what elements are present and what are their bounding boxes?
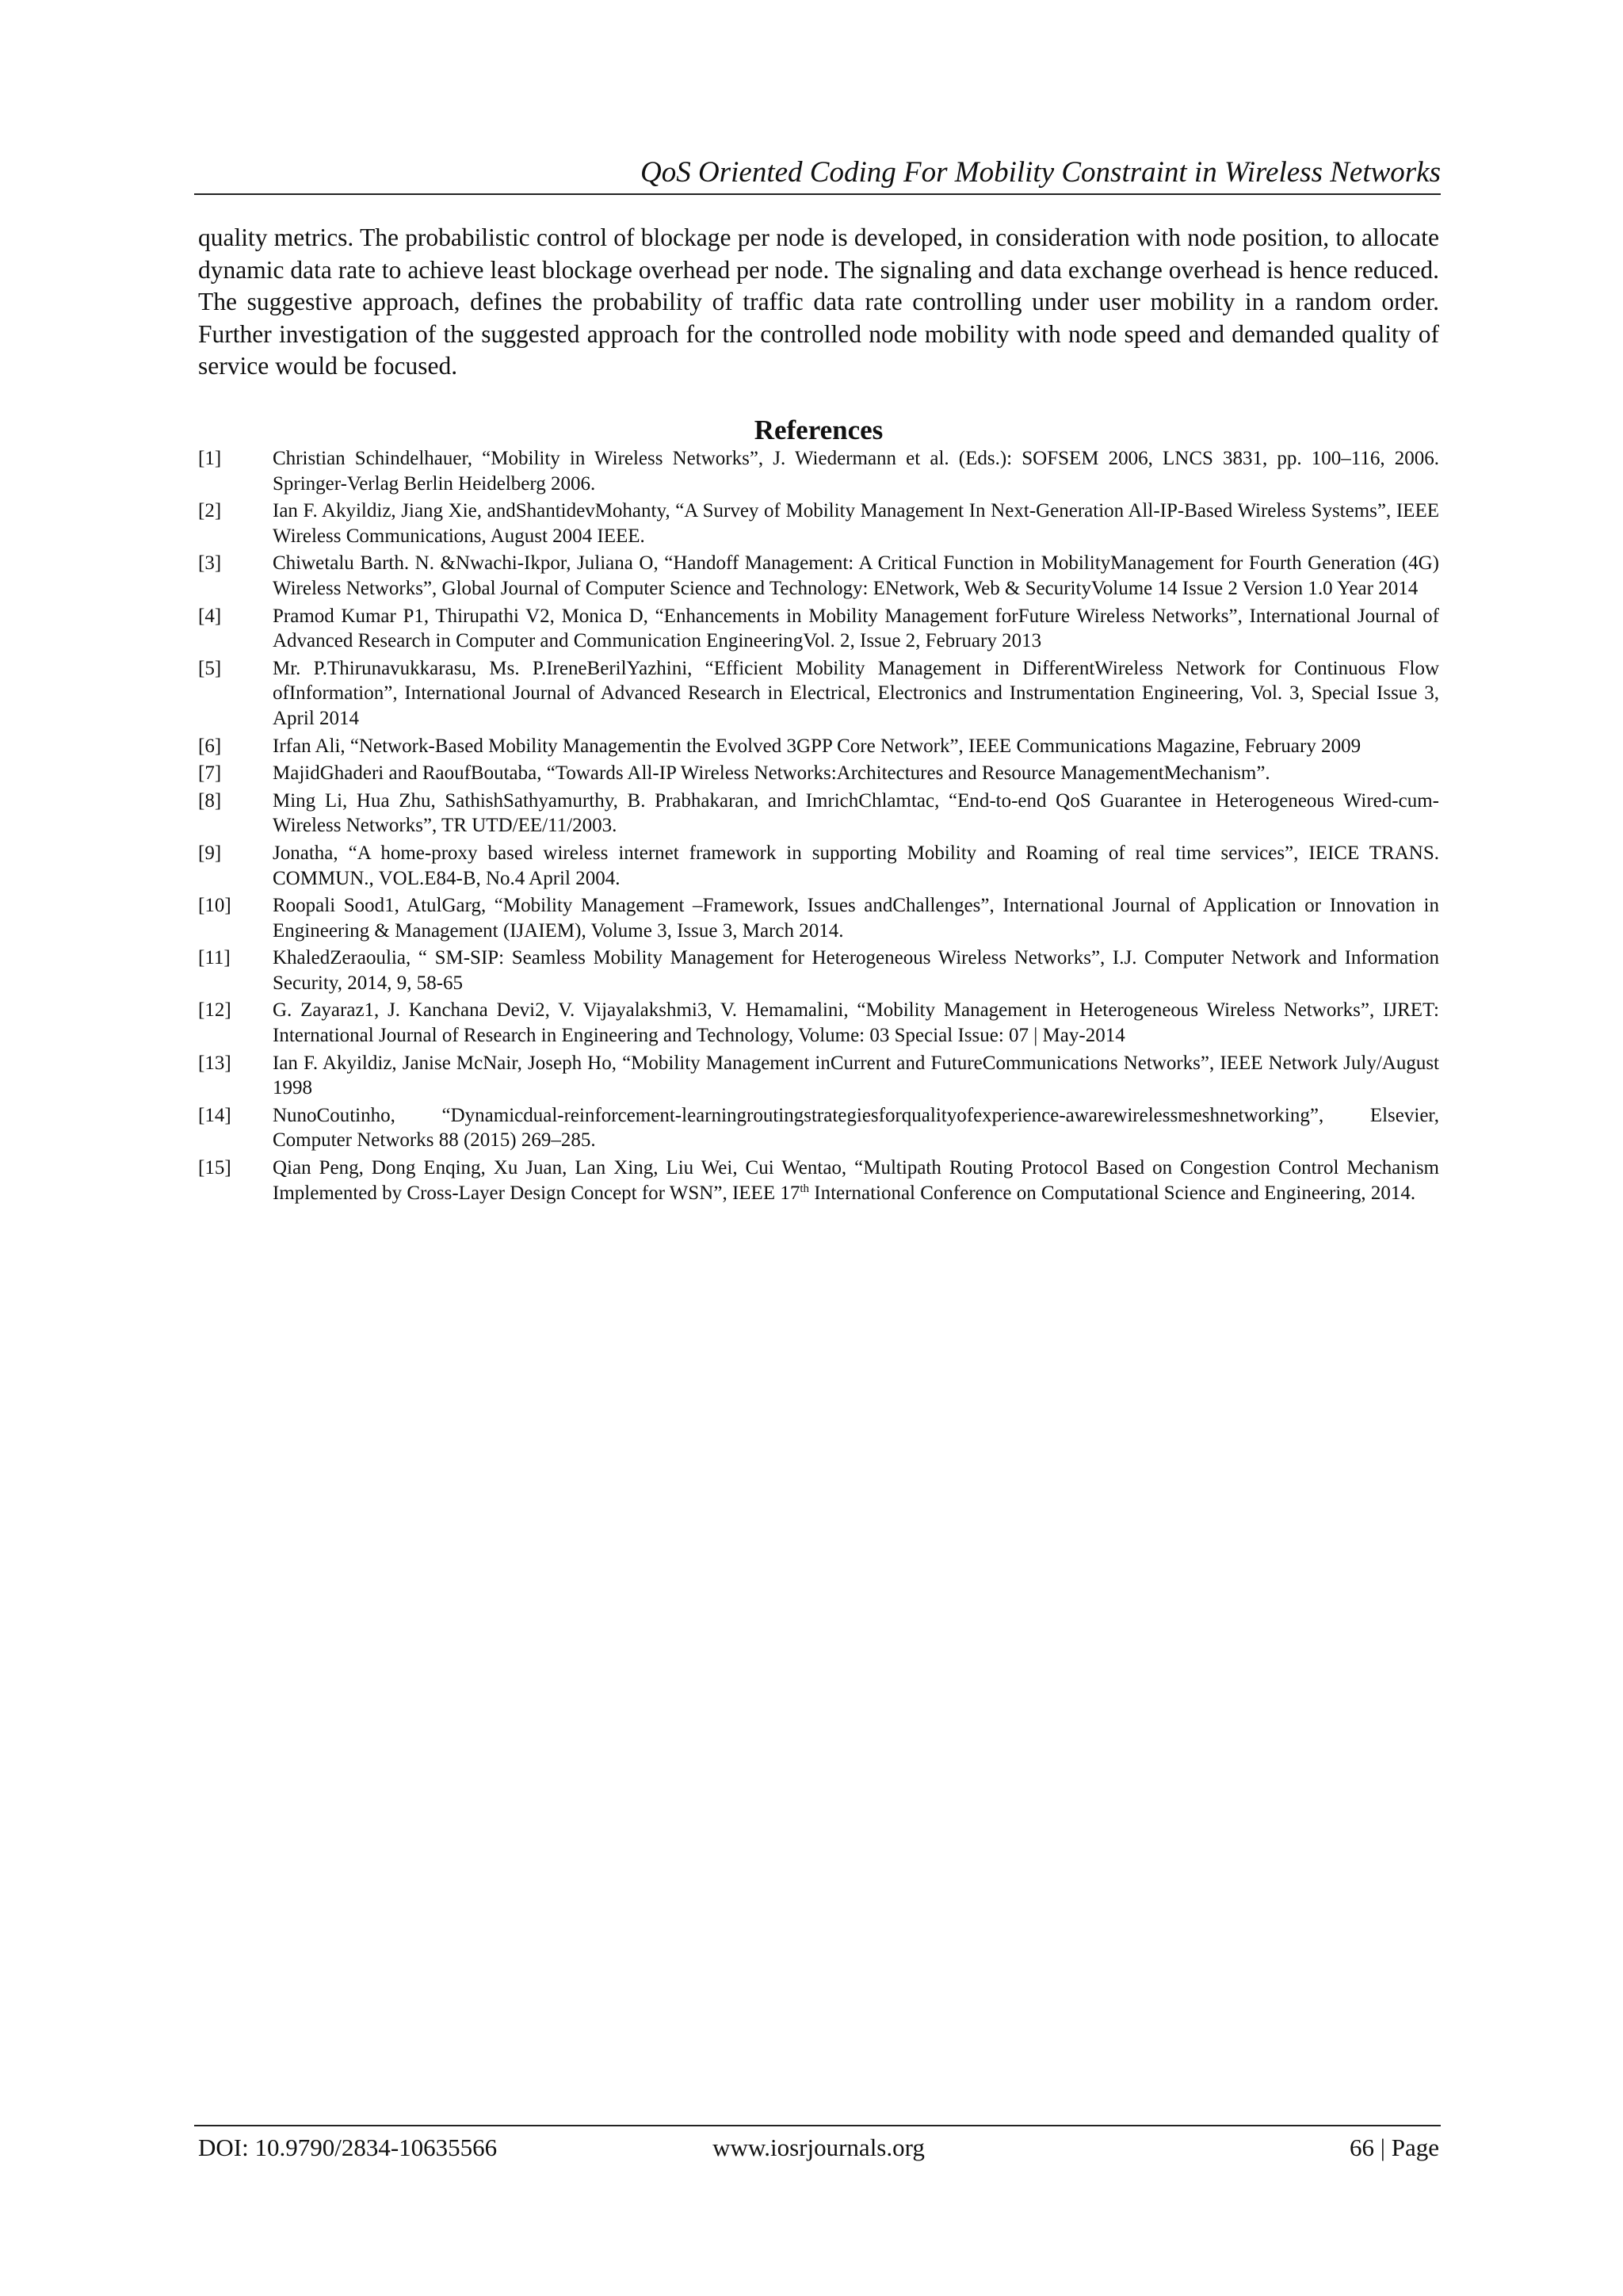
reference-text: Mr. P.Thirunavukkarasu, Ms. P.IreneBerilYazhini, “Efficient Mobility Management in DifferentWireless Network for Continuous Flow ofInformation”, International Journal of Advanced Research in Electrical, Electronics and Instrumentation Engineering, Vol. 3, Special Issue 3, April 2014 (273, 657, 1439, 729)
reference-item (198, 1051, 1439, 1101)
reference-list (198, 446, 1439, 1205)
reference-number: [3] (198, 552, 222, 575)
reference-item (198, 656, 1439, 732)
reference-item (198, 946, 1439, 995)
reference-text: Christian Schindelhauer, “Mobility in Wireless Networks”, J. Wiedermann et al. (Eds.): SOFSEM 2006, LNCS 3831, pp. 100–116, 2006. Springer-Verlag Berlin Heidelberg 2006. (273, 448, 1439, 495)
reference-text: Ian F. Akyildiz, Jiang Xie, andShantidevMohanty, “A Survey of Mobility Management In Next-Generation All-IP-Based Wireless Systems”, IEEE Wireless Communications, August 2004 IEEE. (273, 500, 1439, 547)
reference-text-part: Qian Peng, Dong Enqing, Xu Juan, Lan Xing, Liu Wei, Cui Wentao, “Multipath Routing Protocol Based on Congestion Control Mechanism Implemented by Cross-Layer Design Concept for WSN”, IEEE 17 (273, 1157, 1439, 1204)
reference-number: [10] (198, 895, 231, 917)
footer-doi: DOI: 10.9790/2834-10635566 (198, 2134, 498, 2161)
reference-item (198, 551, 1439, 601)
reference-item (198, 1103, 1439, 1153)
reference-number: [2] (198, 500, 222, 522)
reference-number: [14] (198, 1104, 231, 1126)
body-paragraph: quality metrics. The probabilistic control of blockage per node is developed, in consideration with node position, to allocate dynamic data rate to achieve least blockage overhead per node. The signaling and data exchange overhead is hence reduced. The suggestive approach, defines the probability of traffic data rate controlling under user mobility in a random order. Further investigation of the suggested approach for the controlled node mobility with node speed and demanded quality of service would be focused. (198, 223, 1439, 380)
reference-number: [11] (198, 947, 231, 969)
reference-number: [8] (198, 789, 222, 812)
reference-item (198, 734, 1439, 759)
reference-text: Irfan Ali, “Network-Based Mobility Managementin the Evolved 3GPP Core Network”, IEEE Communications Magazine, February 2009 (273, 735, 1361, 757)
reference-number: [5] (198, 657, 222, 679)
reference-item (198, 789, 1439, 839)
reference-text: Ian F. Akyildiz, Janise McNair, Joseph Ho, “Mobility Management inCurrent and FutureCommunications Networks”, IEEE Network July/August 1998 (273, 1052, 1439, 1099)
reference-item (198, 446, 1439, 496)
reference-number: [6] (198, 735, 222, 757)
reference-number: [9] (198, 842, 222, 864)
reference-number: [1] (198, 448, 222, 469)
page-footer (198, 2130, 1439, 2165)
reference-text (273, 1157, 1439, 1204)
reference-number: [15] (198, 1157, 231, 1179)
references-heading: References (754, 415, 884, 445)
reference-text-part: International Conference on Computational Science and Engineering, 2014. (809, 1182, 1416, 1204)
footer-divider (194, 2125, 1441, 2126)
ordinal-superscript: th (800, 1182, 810, 1195)
footer-page-number: 66 | Page (1350, 2134, 1439, 2161)
reference-item (198, 761, 1439, 786)
header-divider (194, 193, 1441, 195)
reference-text: Jonatha, “A home-proxy based wireless internet framework in supporting Mobility and Roaming of real time services”, IEICE TRANS. COMMUN., VOL.E84-B, No.4 April 2004. (273, 842, 1439, 889)
reference-text: KhaledZeraoulia, “ SM-SIP: Seamless Mobility Management for Heterogeneous Wireless Networks”, I.J. Computer Network and Information Security, 2014, 9, 58-65 (273, 947, 1439, 994)
reference-text: G. Zayaraz1, J. Kanchana Devi2, V. Vijayalakshmi3, V. Hemamalini, “Mobility Management in Heterogeneous Wireless Networks”, IJRET: International Journal of Research in Engineering and Technology, Volume: 03 Special Issue: 07 | May-2014 (273, 999, 1439, 1047)
reference-item (198, 998, 1439, 1048)
reference-number: [12] (198, 999, 231, 1022)
reference-text: NunoCoutinho, “Dynamicdual-reinforcement-learningroutingstrategiesforqualityofexperience-awarewirelessmeshnetworking”, Elsevier, Computer Networks 88 (2015) 269–285. (273, 1104, 1439, 1152)
reference-item (198, 841, 1439, 891)
reference-text: Roopali Sood1, AtulGarg, “Mobility Management –Framework, Issues andChallenges”, International Journal of Application or Innovation in Engineering & Management (IJAIEM), Volume 3, Issue 3, March 2014. (273, 895, 1439, 942)
reference-number: [7] (198, 762, 222, 785)
footer-journal-url: www.iosrjournals.org (712, 2134, 925, 2161)
reference-text: Ming Li, Hua Zhu, SathishSathyamurthy, B. Prabhakaran, and ImrichChlamtac, “End-to-end QoS Guarantee in Heterogeneous Wired-cum-Wireless Networks”, TR UTD/EE/11/2003. (273, 789, 1439, 837)
reference-number: [13] (198, 1052, 231, 1074)
running-header-title: QoS Oriented Coding For Mobility Constraint in Wireless Networks (640, 156, 1441, 189)
reference-item (198, 499, 1439, 548)
reference-item (198, 604, 1439, 654)
reference-text: MajidGhaderi and RaoufBoutaba, “Towards All-IP Wireless Networks:Architectures and Resource ManagementMechanism”. (273, 762, 1270, 785)
reference-text: Pramod Kumar P1, Thirupathi V2, Monica D, “Enhancements in Mobility Management forFuture Wireless Networks”, International Journal of Advanced Research in Computer and Communication EngineeringVol. 2, Issue 2, February 2013 (273, 605, 1439, 652)
reference-item (198, 893, 1439, 943)
reference-number: [4] (198, 605, 222, 627)
reference-text: Chiwetalu Barth. N. &Nwachi-Ikpor, Juliana O, “Handoff Management: A Critical Function in MobilityManagement for Fourth Generation (4G) Wireless Networks”, Global Journal of Computer Science and Technology: ENetwork, Web & SecurityVolume 14 Issue 2 Version 1.0 Year 2014 (273, 552, 1439, 599)
reference-item (198, 1156, 1439, 1205)
